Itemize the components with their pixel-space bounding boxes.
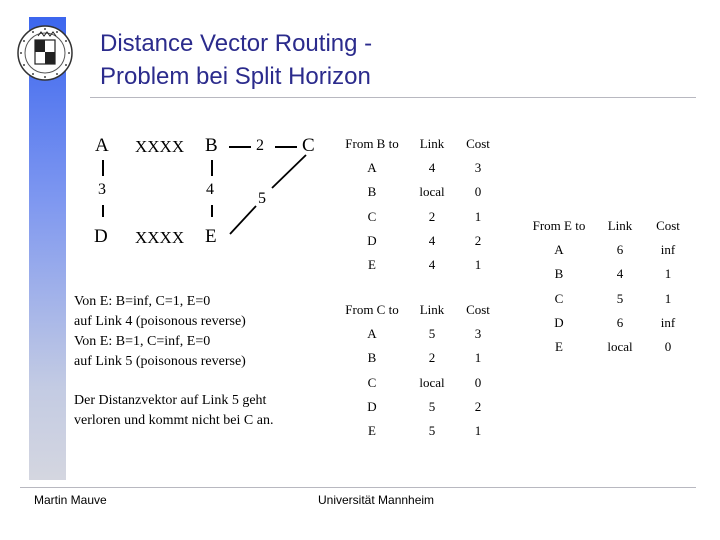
table-row	[336, 419, 500, 443]
table-cell: 4	[616, 266, 624, 282]
table-cell: E	[368, 423, 376, 439]
weight-bottom: XXXX	[135, 228, 185, 247]
table-cell: C	[367, 374, 377, 390]
link-a-3	[102, 160, 104, 176]
table-header-cell: Link	[419, 302, 445, 318]
table-row	[336, 253, 500, 277]
node-a: A	[95, 135, 109, 156]
table-row	[336, 229, 500, 253]
table-row	[522, 238, 692, 262]
table-row	[522, 335, 692, 359]
explanation-line: Von E: B=inf, C=1, E=0	[74, 294, 211, 309]
link-c-5	[272, 155, 306, 188]
diagonal-links	[220, 150, 320, 240]
table-cell: 5	[428, 326, 436, 342]
table-cell: 5	[616, 290, 624, 306]
table-cell: D	[554, 314, 564, 330]
table-cell: inf	[660, 242, 676, 258]
table-cell: C	[554, 290, 564, 306]
table-cell: 3	[474, 326, 482, 342]
table-row	[522, 262, 692, 286]
table-cell: A	[367, 160, 377, 176]
link-b-4	[211, 160, 213, 176]
table-cell: 1	[474, 423, 482, 439]
table-cell: D	[367, 232, 377, 248]
table-header-cell: Link	[419, 136, 445, 152]
note-line: Der Distanzvektor auf Link 5 geht	[74, 393, 267, 408]
table-header-cell: Cost	[656, 218, 680, 234]
table-header-cell: From C to	[345, 302, 399, 318]
table-cell: E	[555, 339, 563, 355]
node-d: D	[94, 226, 108, 247]
table-header-cell: From B to	[345, 136, 399, 152]
table-cell: C	[367, 208, 377, 224]
table-cell: 4	[428, 160, 436, 176]
table-cell: 4	[428, 232, 436, 248]
table-cell: 1	[474, 350, 482, 366]
table-cell: 3	[474, 160, 482, 176]
link-label-3: 3	[98, 181, 106, 198]
note-block	[74, 391, 273, 431]
note-line: verloren und kommt nicht bei C an.	[74, 413, 274, 428]
routing-table-c	[336, 298, 500, 443]
sidebar-bar	[29, 17, 66, 480]
table-cell: 2	[474, 232, 482, 248]
table-cell: B	[367, 350, 377, 366]
table-row	[336, 205, 500, 229]
table-cell: 1	[474, 257, 482, 273]
table-cell: D	[367, 398, 377, 414]
table-cell: 6	[616, 242, 624, 258]
table-row	[522, 287, 692, 311]
slide-title-line-1: Distance Vector Routing -	[100, 30, 373, 57]
table-cell: A	[554, 242, 564, 258]
link-label-5: 5	[258, 190, 266, 207]
table-row	[522, 311, 692, 335]
explanation-block	[74, 292, 246, 372]
table-header-cell: Cost	[466, 136, 490, 152]
table-cell: 6	[616, 314, 624, 330]
node-e: E	[205, 226, 217, 247]
table-cell: B	[554, 266, 564, 282]
link-label-2: 2	[256, 137, 264, 154]
table-row	[336, 180, 500, 204]
table-header-row	[522, 214, 692, 238]
table-cell: local	[419, 184, 445, 200]
weight-top: XXXX	[135, 137, 185, 156]
table-cell: 1	[664, 290, 672, 306]
table-cell: 2	[474, 398, 482, 414]
table-cell: 5	[428, 423, 436, 439]
link-3-d	[102, 205, 104, 217]
routing-table-b	[336, 132, 500, 277]
node-c: C	[302, 135, 315, 156]
table-row	[336, 346, 500, 370]
table-header-cell: Cost	[466, 302, 490, 318]
table-cell: E	[368, 257, 376, 273]
table-cell: 0	[664, 339, 672, 355]
link-5-e	[230, 206, 256, 234]
explanation-line: auf Link 5 (poisonous reverse)	[74, 354, 246, 369]
slide-title-line-2: Problem bei Split Horizon	[100, 63, 371, 90]
explanation-line: Von E: B=1, C=inf, E=0	[74, 334, 211, 349]
table-row	[336, 156, 500, 180]
table-row	[336, 395, 500, 419]
table-header-cell: From E to	[532, 218, 586, 234]
table-cell: local	[419, 374, 445, 390]
table-cell: 1	[664, 266, 672, 282]
table-cell: 5	[428, 398, 436, 414]
table-cell: inf	[660, 314, 676, 330]
link-b-2	[229, 146, 251, 148]
table-cell: 1	[474, 208, 482, 224]
table-cell: A	[367, 326, 377, 342]
table-header-cell: Link	[607, 218, 633, 234]
table-cell: 0	[474, 184, 482, 200]
title-divider	[90, 97, 696, 98]
table-cell: local	[607, 339, 633, 355]
link-4-e	[211, 205, 213, 217]
table-cell: 2	[428, 350, 436, 366]
table-cell: 0	[474, 374, 482, 390]
footer-author: Martin Mauve	[34, 493, 107, 507]
footer-university: Universität Mannheim	[318, 493, 435, 507]
table-cell: 2	[428, 208, 436, 224]
node-b: B	[205, 135, 218, 156]
table-header-row	[336, 132, 500, 156]
table-cell: 4	[428, 257, 436, 273]
link-2-c	[275, 146, 297, 148]
table-header-row	[336, 298, 500, 322]
routing-table-e	[522, 214, 692, 359]
link-label-4: 4	[206, 181, 214, 198]
university-seal-icon	[16, 24, 74, 82]
explanation-line: auf Link 4 (poisonous reverse)	[74, 314, 246, 329]
table-cell: B	[367, 184, 377, 200]
table-row	[336, 371, 500, 395]
footer-divider	[20, 487, 696, 488]
table-row	[336, 322, 500, 346]
